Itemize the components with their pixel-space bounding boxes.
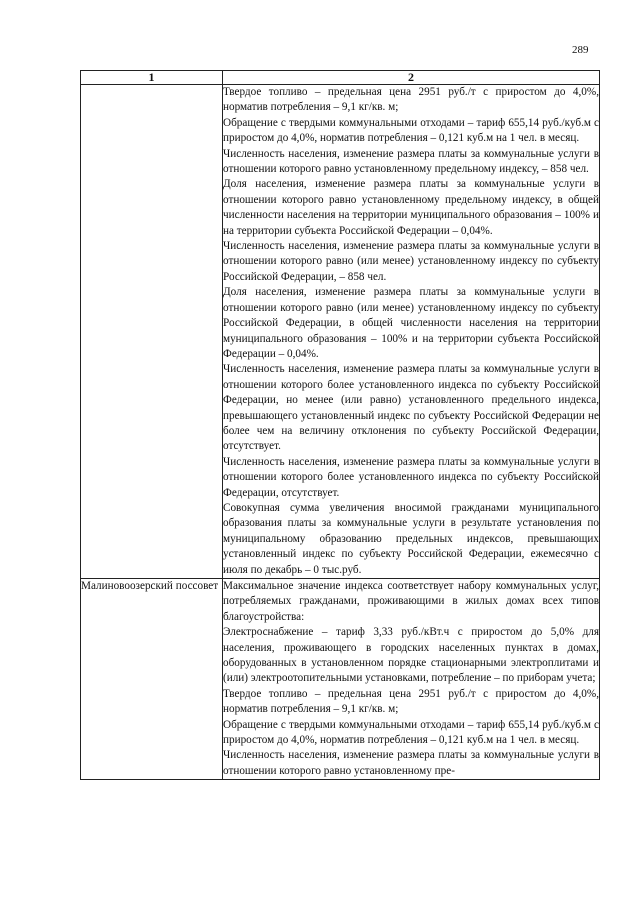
paragraph: Численность населения, изменение размера платы за коммунальные услуги в отношении которого равно (или менее) установленному индексу по субъекту Российской Федерации, – 858 чел. <box>223 240 599 283</box>
paragraph: Численность населения, изменение размера платы за коммунальные услуги в отношении которого равно установленному пре- <box>223 749 599 777</box>
paragraph: Численность населения, изменение размера платы за коммунальные услуги в отношении которого равно установленному предельному индексу, – 858 чел. <box>223 147 599 176</box>
table-row <box>81 579 600 780</box>
paragraph: Обращение с твердыми коммунальными отходами – тариф 655,14 руб./куб.м с приростом до 4,0%, норматив потребления – 0,121 куб.м на 1 чел. в месяц. <box>223 116 599 145</box>
paragraph: Обращение с твердыми коммунальными отходами – тариф 655,14 руб./куб.м с приростом до 4,0%, норматив потребления – 0,121 куб.м на 1 чел. в месяц. <box>223 718 599 747</box>
page-number: 289 <box>572 44 589 56</box>
municipality-cell: Малиновоозерский поссовет <box>81 579 223 780</box>
paragraph: Твердое топливо – предельная цена 2951 руб./т с приростом до 4,0%, норматив потребления – 9,1 кг/кв. м; <box>223 86 599 114</box>
paragraph: Доля населения, изменение размера платы за коммунальные услуги в отношении которого равно (или менее) установленному индексу по субъекту Российской Федерации, в общей численности населения на территории муниципального образования – 100% и на территории субъекта Российской Федерации – 0,04%. <box>223 286 599 360</box>
description-cell <box>223 85 600 579</box>
description-cell <box>223 579 600 780</box>
paragraph: Твердое топливо – предельная цена 2951 руб./т с приростом до 4,0%, норматив потребления – 9,1 кг/кв. м; <box>223 687 599 716</box>
paragraph: Максимальное значение индекса соответствует набору коммунальных услуг, потребляемых гражданами, проживающими в жилых домах всех типов благоустройства: <box>223 580 599 623</box>
municipality-cell <box>81 85 223 579</box>
column-header-1: 1 <box>81 71 223 85</box>
paragraph: Доля населения, изменение размера платы за коммунальные услуги в отношении которого равно установленному предельному индексу, в общей численности населения на территории муниципального образования – 100% и на территории субъекта Российской Федерации – 0,04%. <box>223 178 599 237</box>
data-table <box>80 70 600 780</box>
paragraph: Электроснабжение – тариф 3,33 руб./кВт.ч с приростом до 5,0% для населения, проживающего в городских населенных пунктах в домах, оборудованных в установленном порядке стационарными электроплитами и (или) электроотопительными установками, потребление – по приборам учета; <box>223 626 599 685</box>
paragraph: Численность населения, изменение размера платы за коммунальные услуги в отношении которого более установленного индекса по субъекту Российской Федерации, отсутствует. <box>223 455 599 499</box>
table-header-row <box>81 71 600 85</box>
paragraph: Совокупная сумма увеличения вносимой гражданами муниципального образования платы за коммунальные услуги в результате установления по муниципальному образованию предельных индексов, превышающих установленный индекс по субъекту Российской Федерации, ежемесячно с июля по декабрь – 0 тыс.руб. <box>223 501 599 576</box>
column-header-2: 2 <box>223 71 600 85</box>
paragraph: Численность населения, изменение размера платы за коммунальные услуги в отношении которого более установленного индекса по субъекту Российской Федерации, но менее (или равно) установленного предельного индекса, превышающего установленный индекс по субъекту Российской Федерации не более чем на величину отклонения по субъекту Российской Федерации, отсутствует. <box>223 363 599 453</box>
table-row <box>81 85 600 579</box>
